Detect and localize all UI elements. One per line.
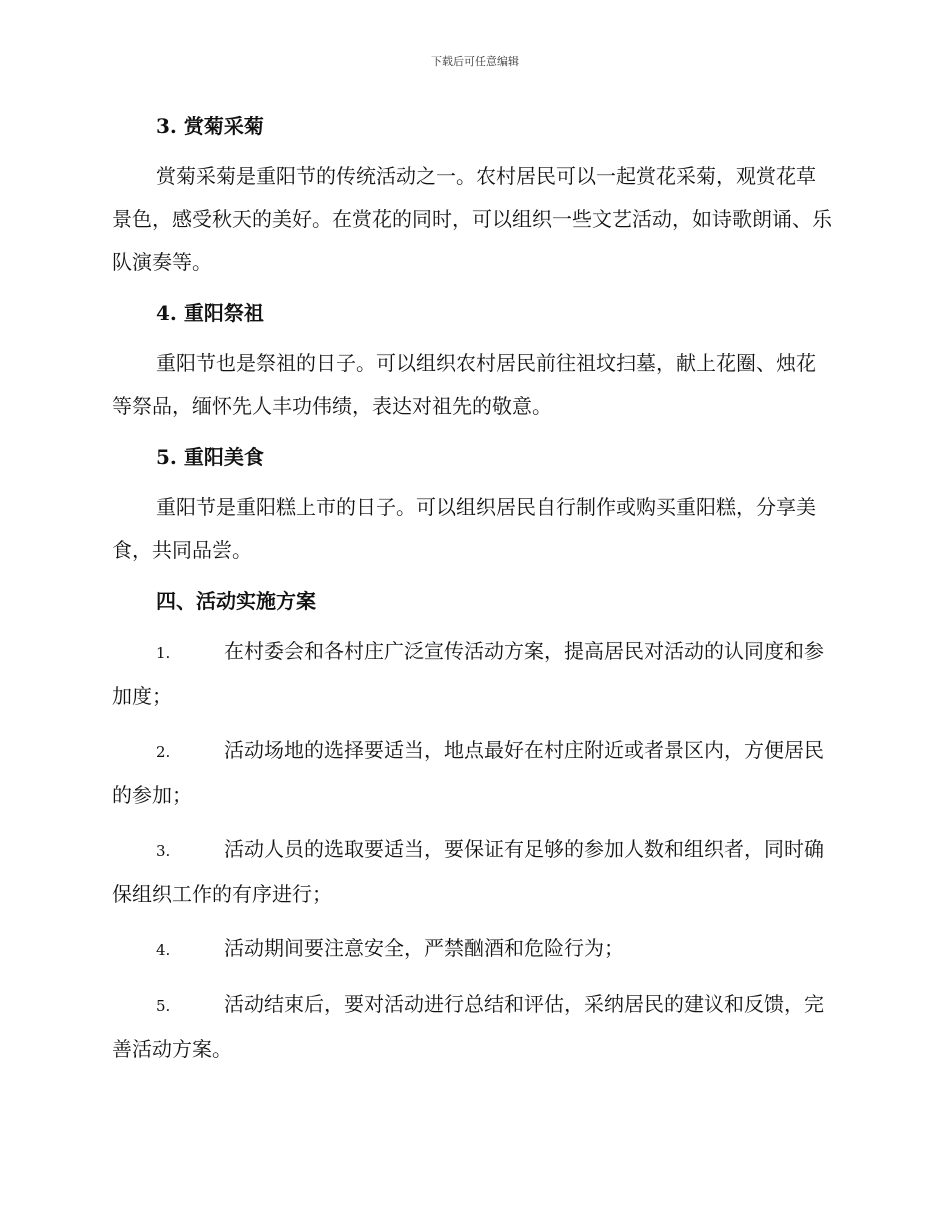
plan-item-2 — [112, 729, 834, 817]
plan-item-1 — [112, 630, 834, 718]
plan-item-text: 活动场地的选择要适当，地点最好在村庄附近或者景区内，方便居民的参加； — [112, 738, 824, 807]
section-paragraph-5: 重阳节是重阳糕上市的日子。可以组织居民自行制作或购买重阳糕，分享美食，共同品尝。 — [112, 495, 816, 562]
section-paragraph-4: 重阳节也是祭祖的日子。可以组织农村居民前往祖坟扫墓，献上花圈、烛花等祭品，缅怀先人丰功伟绩，表达对祖先的敬意。 — [112, 351, 816, 418]
section-heading-4: 4. 重阳祭祖 — [156, 301, 264, 325]
plan-item-number: 2. — [156, 743, 171, 761]
plan-heading: 四、活动实施方案 — [156, 589, 316, 613]
plan-item-text: 活动结束后，要对活动进行总结和评估，采纳居民的建议和反馈，完善活动方案。 — [112, 992, 824, 1061]
plan-item-3 — [112, 828, 834, 916]
plan-item-text: 活动期间要注意安全，严禁酗酒和危险行为； — [224, 936, 624, 960]
page-header: 下载后可任意编辑 — [431, 55, 519, 68]
document-body — [112, 108, 834, 1071]
plan-item-number: 5. — [156, 997, 171, 1015]
section-paragraph-3: 赏菊采菊是重阳节的传统活动之一。农村居民可以一起赏花采菊，观赏花草景色，感受秋天的美好。在赏花的同时，可以组织一些文艺活动，如诗歌朗诵、乐队演奏等。 — [112, 164, 832, 274]
plan-item-text: 活动人员的选取要适当，要保证有足够的参加人数和组织者，同时确保组织工作的有序进行； — [112, 837, 824, 906]
plan-item-4 — [112, 927, 834, 972]
plan-item-number: 4. — [156, 941, 171, 959]
plan-item-number: 3. — [156, 842, 171, 860]
section-heading-3: 3. 赏菊采菊 — [156, 114, 264, 138]
section-heading-5: 5. 重阳美食 — [156, 445, 264, 469]
plan-item-text: 在村委会和各村庄广泛宣传活动方案，提高居民对活动的认同度和参加度； — [112, 639, 824, 708]
plan-item-5 — [112, 983, 834, 1071]
plan-item-number: 1. — [156, 644, 171, 662]
